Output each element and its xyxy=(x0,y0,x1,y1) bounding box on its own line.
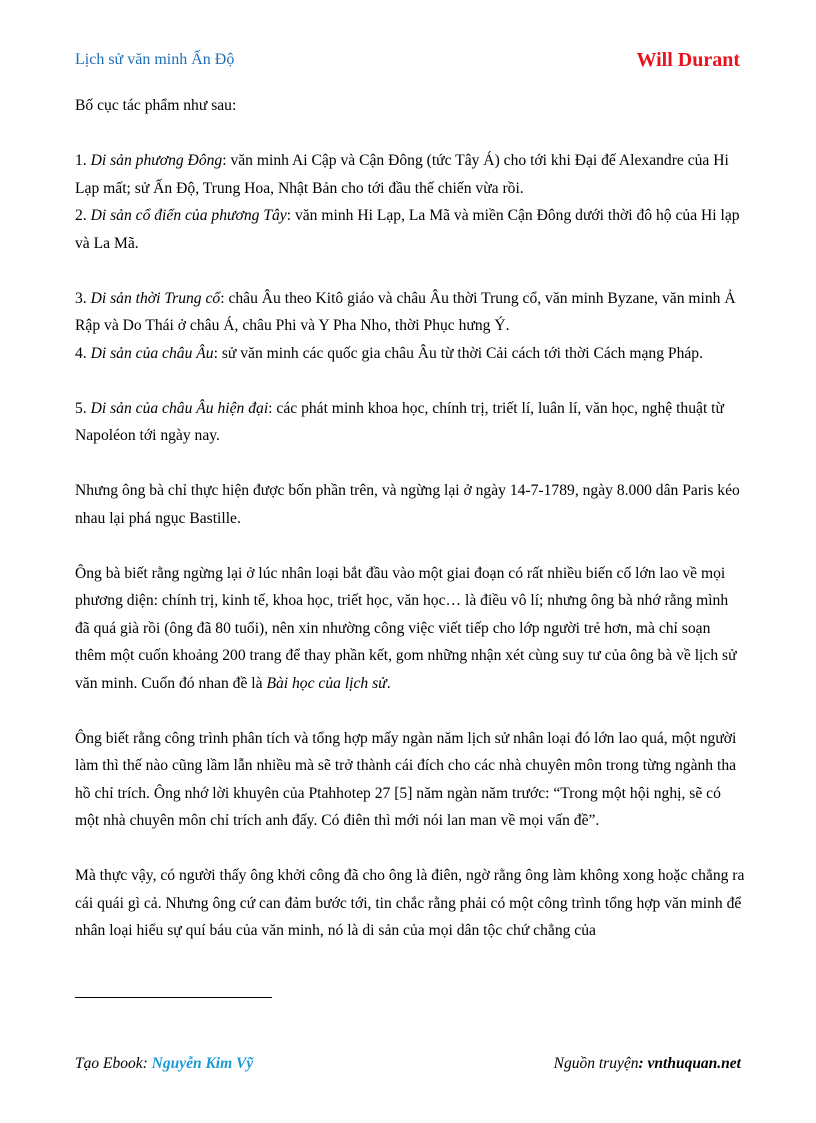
item-title: Di sản phương Đông xyxy=(90,152,223,169)
list-item-3 xyxy=(75,285,745,340)
book-title-reference: Bài học của lịch sử xyxy=(266,674,387,692)
item-title: Di sản cổ điển của phương Tây xyxy=(90,207,287,224)
footer-source-credit xyxy=(554,1055,741,1073)
item-number: 4. xyxy=(75,344,91,362)
list-item-1 xyxy=(75,147,745,202)
footer-source-site: vnthuquan.net xyxy=(647,1055,741,1072)
item-number: 2. xyxy=(75,207,91,224)
footer-ebook-label: Tạo Ebook xyxy=(75,1055,143,1072)
footnote-separator xyxy=(75,997,272,998)
list-item-5 xyxy=(75,395,745,450)
paragraph-knew-text: Ông bà biết rằng ngừng lại ở lúc nhân loại bắt đầu vào một giai đoạn có rất nhiều biến cố lớn lao về mọi phương diện: chính trị, kinh tế, khoa học, triết học, văn học… là điều vô lí; nhưng ông bà nhớ rằng mình đã quá già rồi (ông đã 80 tuổi), nên xin nhường công việc viết tiếp cho lớp người trẻ hơn, mà chỉ soạn thêm một cuốn khoảng 200 trang để thay phần kết, gom những nhận xét cùng suy tư của ông bà về lịch sử văn minh. Cuốn đó nhan đề là xyxy=(75,564,737,692)
header-book-title: Lịch sử văn minh Ấn Độ xyxy=(75,51,235,68)
paragraph-knew-end: . xyxy=(386,674,391,692)
item-text: : châu Âu theo Kitô giáo và châu Âu thời Trung cổ, văn minh Byzane, văn minh Ả Rập và Do Thái ở châu Á, châu Phi và Y Pha Nho, thời Phục hưng Ý. xyxy=(75,289,736,334)
paragraph-stop: Nhưng ông bà chỉ thực hiện được bốn phần trên, và ngừng lại ở ngày 14-7-1789, ngày 8.000 dân Paris kéo nhau lại phá ngục Bastille. xyxy=(75,482,740,527)
item-number: 1. xyxy=(75,152,91,169)
header-author: Will Durant xyxy=(636,49,740,71)
item-title: Di sản thời Trung cổ xyxy=(90,289,221,307)
footer-source-sep: : xyxy=(638,1055,648,1072)
list-item-4 xyxy=(75,340,745,368)
intro-paragraph: Bố cục tác phẩm như sau: xyxy=(75,97,237,114)
paragraph-knew xyxy=(75,560,745,698)
item-title: Di sản của châu Âu xyxy=(90,344,214,362)
item-text: : sử văn minh các quốc gia châu Âu từ thời Cải cách tới thời Cách mạng Pháp. xyxy=(213,344,704,362)
item-title: Di sản của châu Âu hiện đại xyxy=(90,399,269,417)
footer-ebook-name: Nguyễn Kim Vỹ xyxy=(151,1055,254,1072)
item-number: 3. xyxy=(75,289,91,307)
footer-source-label: Nguồn truyện xyxy=(553,1055,639,1072)
document-body xyxy=(75,92,745,945)
item-text: : văn minh Ai Cập và Cận Đông (tức Tây Á) cho tới khi Đại đế Alexandre của Hi Lạp mất; sử Ấn Độ, Trung Hoa, Nhật Bản cho tới đầu thế chiến vừa rồi. xyxy=(75,152,729,197)
item-number: 5. xyxy=(75,399,91,417)
paragraph-work: Ông biết rằng công trình phân tích và tổng hợp mấy ngàn năm lịch sử nhân loại đó lớn lao quá, một người làm thì thế nào cũng lầm lẫn nhiều mà sẽ trở thành cái đích cho các nhà chuyên môn trong từng ngành tha hồ chỉ trích. Ông nhớ lời khuyên của Ptahhotep 27 [5] năm ngàn năm trước: “Trong một hội nghị, sẽ có một nhà chuyên môn chỉ trích anh đấy. Có điên thì mới nói lan man về mọi vấn đề”. xyxy=(75,729,737,829)
footer-ebook-credit xyxy=(75,1055,253,1073)
footer-ebook-sep: : xyxy=(142,1055,152,1072)
item-text: : các phát minh khoa học, chính trị, triết lí, luân lí, văn học, nghệ thuật từ Napoléon tới ngày nay. xyxy=(75,399,724,444)
list-item-2 xyxy=(75,202,745,257)
item-text: : văn minh Hi Lạp, La Mã và miền Cận Đông dưới thời đô hộ của Hi lạp và La Mã. xyxy=(75,207,740,252)
paragraph-real: Mà thực vậy, có người thấy ông khởi công đã cho ông là điên, ngờ rằng ông làm không xong hoặc chẳng ra cái quái gì cả. Nhưng ông cứ can đảm bước tới, tin chắc rằng phải có một công trình tổng hợp văn minh để nhân loại hiểu sự quí báu của văn minh, nó là di sản của mọi dân tộc chứ chẳng của xyxy=(75,867,745,939)
